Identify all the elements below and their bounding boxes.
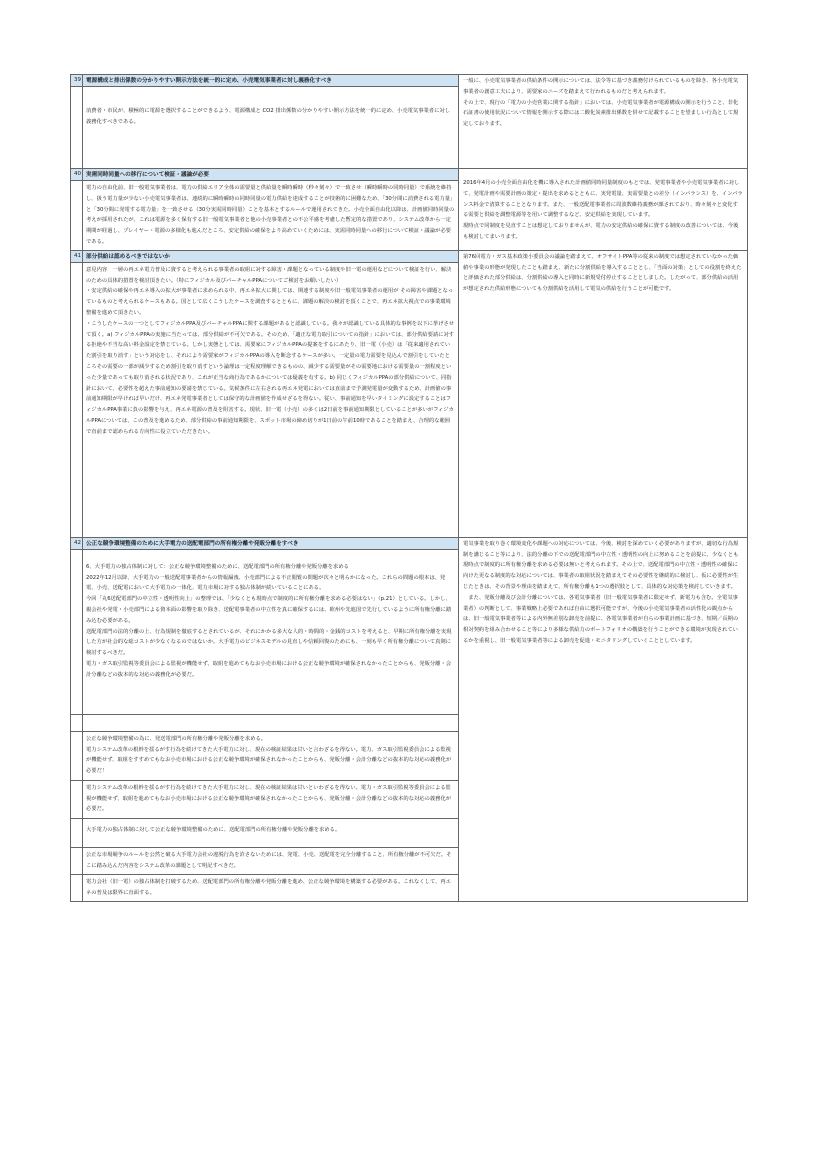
item-42-header [71,537,748,549]
response-text: 2016年4月の小売全面自由化を機に導入された計画値同時同量制度のもとでは、発電事業者や小売電気事業者に対して、発電計画や需要計画の策定・提出を求めるとともに、実発電量、実需要量との差分（インバランス）を、インバランス料金で清算することとなります。また、一般送配電事業者に周波数維持義務が課されており、時々刻々と変化する需要と供給を調整電源等を用いて調整するなど、安定供給を実現しています。 現時点で同制度を見直すことは想定しておりませんが、電力の安定供給の確保に資する制度の改善については、今後も検討してまいります。 [459,169,748,251]
opinion-text: 消費者・市民が、積極的に電源を選択することができるよう、電源構成と CO2 排出係数の分かりやすい開示方法を統一的に定め、小売電気事業者に対し義務化すべきである。 [83,87,459,169]
opinion-text: 意見内容 一層の再エネ電力普及に資すると考えられる事業者の取組に対する障害・課題となっている制度や旧一電の運用などについて検証を行い、解決のための具体的措置を検討頂きたい。（特にフィジカル及びバーチャルPPAについてご検討をお願いしたい） ・安定供給の確保や再エネ導入の拡大が事業者に求められる中、再エネ拡大に関しては、関連する制度や旧一般電気事業者の運用が その障害や課題となっているものと考えられるケースもある。国として広くこうしたケースを調査するとともに、課題の解決の検討を頂くことで、再エネ拡大視点での事業環境整備を進めて頂きたい。 ・こうしたケースの一つとしてフィジカルPPA及びバーチャルPPAに関する課題があると認識している。我々が認識している具体的な事例を以下に挙げさせて頂く。a) フィジカルPPAの実施に当たっては、部分供給が不可欠である。そのため、「適正な電力取引についての指針」においては、部分供給要請に対する拒絶や不当な高い料金設定を禁じている。しかし実態としては、需要家にフィジカルPPAの提案をするにあたり、旧一電（小売）は「従来適用されていた割引を取り消す」という対応をし、それにより需要家がフィジカルPPAの導入を断念するケースが多い。一定量の電力需要を見込んで割引をしていたところその需要の一部が減少するため割引を取り消すという論理は一定程度理解できるものの、減少する需要量がその需要地における需要量の一割程度といった少量であっても取り消される状況であり、これが正当な商行為であるかについては疑義を有する。b) 同じくフィジカルPPAの部分供給について、同指針において、必要性を超えた事前通知の要請を禁じている。気候条件に左右される再エネ発電においては直前まで予測発電量が変動するため、計画値の事前通知期限が早ければ早いだけ、再エネ発電事業者としては保守的な計画値を作成せざるを得ない。従い、事前通知を早いタイミングに設定することはフィジカルPPA事業に負の影響を与え、再エネ電源の普及を阻害する。現状、旧一電（小売）の多くは2日前を事前通知期限としていることが多いがフィジカルPPAについては、この普及を進めるため、部分供給の事前通知期限を、スポット市場の締め切りが1日前の午前10時であることを踏まえ、合理的な範囲で直前まで認められる方向性に役立ていただきたい。 [83,262,459,537]
item-title: 公正な競争環境整備のために大手電力の送配電部門の所有権分離や発販分離をすべき [83,537,459,549]
item-number: 39 [71,75,83,87]
item-40-header [71,169,748,181]
item-title: 部分供給は認めるべきではないか [83,250,459,262]
response-text: 一般に、小売電気事業者の供給条件の開示については、法令等に基づき義務付けられているものを除き、各小売電気事業者の創意工夫により、需要家のニーズを踏まえて行われるものだと考えられます。 その上で、現行の「電力の小売営業に関する指針」においては、小売電気事業者が電源構成の開示を行うこと、非化石証書の使用状況について情報を開示する際には二酸化炭素排出係数を併せて記載することを望ましい行為として規定しております。 [459,75,748,169]
item-title: 実需同時同量への移行について検証・議論が必要 [83,169,459,181]
public-comment-table [70,74,748,902]
item-number: 40 [71,169,83,181]
item-39-header [71,75,748,87]
opinion-text: 電力の自由化前、旧一般電気事業者は、電力の供給エリア全体の需要量と供給量を瞬時瞬時（秒々刻々）で一致させ（瞬時瞬時の同時同量）で系統を維持し、扱う電力量が少ない小売電気事業者は、連続的に瞬時瞬時の同時同量の電力供給を達成することが技術的に困難なため、「30分間に消費される電力量」と「30分間に発電する電力量」を一致させる（30分実需同時同量）ことを基本とするルールで運用されてきた。小売全面自由化以降は、計画値同時同量の考えが採用されたが、これは電源を多く保有する旧一般電気事業者と他の小売事業者との不公平感を考慮した暫定的な措置であり、システム改革から一定期間が経過し、プレイヤー・電源の多様化も進んだところ、安定供給の確保をより高めていくためには、実需同時同量への移行について検証・議論が必要である。 [83,181,459,251]
opinion-text: 電力会社（旧一電）の独占体制を打破するため、送配電部門の所有権分離や発販分離を進め、公正な競争環境を構築する必要がある。これなくして、再エネの普及は限界に直面する。 [83,874,459,901]
item-number: 42 [71,537,83,549]
opinion-table-sheet [70,74,747,902]
item-41-header [71,250,748,262]
opinion-text: 電力システム改革の根幹を揺るがす行為を続けてきた大手電力に対し、現在の検証結果は甘いといわざるを得ない。電力・ガス取引監視等委員会による監視が機能せず、取組を進めてもなお小売市場における公正な競争環境が確保されなかったことからも、発販分離・会計分離などの抜本的な対応の義務化が必要だ。 [83,780,459,818]
opinion-text: 公正な市場競争のルールを公然と破る大手電力会社の違脱行為を許さないためには、発電、小売、送配電を完全分離すること、所有権分離が不可欠だ。そこに踏み込んだ内容をシステム改革の課題として明記すべきだ。 [83,847,459,874]
opinion-text: 公正な競争環境整備の為に、発送電部門の所有権分離や発販分離を求める。 電力システム改革の根幹を揺るがす行為を続けてきた大手電力に対し、現在の検証結果は甘いと言わざるを得ない。電力、ガス取引監視委員会による監視が機能せず、取組をすすめてもなお小売市場における公正な競争環境が確保されなかったことからも、発販分離・会計分離などの抜本的な対応の義務化が必要だ！ [83,731,459,780]
opinion-text: 大手電力の独占体制に対して公正な競争環境整備のために、送配電部門の所有権分離や発販分離を求める。 [83,818,459,847]
opinion-text: 6、大手電力の独占体制に対して：公正な競争環境整備のために、送配電部門の所有権分離や発販分離を求める 2022年12月以降、大手電力の一般送配電事業者からの情報漏洩、小売部門による不正閲覧の問題が次々と明らかになった。これらの問題の根本は、発電、小売、送配電において大手電力の一体化、電力市場に対する独占体制が続いていることにある。 今回「丸6送配電部門の中立性・透明性向上」の整理では、「少なくとも現時点で制度的に所有権分離を求める必要はない」（p.21）としている。しかし、親会社や発電・小売部門による資本面の影響を取り除き、送配電事業者の中立性を真に確保するには、欧州や先進国で先行しているように所有権分離に踏み込む必要がある。 送配電部門の法的分離の上、行為規制を徹底するとされているが、それにかかる多大な人的・時間的・金銭的コストを考えると、早期に所有権分離を実現した方が社会的な総コストが少なくなるのではないか。大手電力のビジネスモデルの見直しや信頼回復のためにも、一刻も早く所有権分離について真剣に検討するべきだ。 電力・ガス取引監視等委員会による監視が機能せず、取組を進めてもなお小売市場における公正な競争環境が確保されなかったことからも、発販分離・会計分離などの抜本的な対応の義務化が必要だ。 [83,549,459,714]
response-text: 第76回電力・ガス基本政策小委員会の議論を踏まえて、オフサイトPPA等の従来の制度では想定されていなかった価値や事業の形態が発現したことも踏まえ、新たに分割供給を導入することとし、「当面の対策」としての役割を終えたと評価された部分供給は、分割供給の導入と同時に新規受付停止することとしました。したがって、部分供給の活用が想定された供給形態についても分割供給を活用して電気の供給を行うことが可能です。 [459,250,748,537]
item-number: 41 [71,250,83,262]
response-text: 電気事業を取り巻く環境変化や課題への対応については、今後、検討を深めていく必要がありますが、適切な行為規制を講じること等により、法的分離の下での送配電部門の中立性・透明性の向上に努めることを前提に、少なくとも現時点で制度的に所有権分離を求める必要は無いと考えられます。その上で、送配電部門の中立性・透明性の確保に向けた更なる制度的な対応については、事業者の取組状況を踏まえてその必要性を継続的に検討し、仮に必要性が生じたときは、その背景や理由を踏まえて、所有権分離も1つの選択肢として、具体的な対応策を検討していきます。 また、発販分離及び会計分離については、各電気事業者（旧一般電気事業者に限定せず、新電力も含む。全電気事業者）の判断として、事業戦略上必要であれば自由に選択可能ですが、今後の小売電気事業者の活性化の観点からは、旧一般電気事業者等による内外無差別な卸売を前提に、各電気事業者が自らの事業計画に基づき、短期／長期の相対契約を組み合わせること等により多様な供給力のポートフォリオの構築を行うことができる環境が実現されているかを重視し、旧一般電気事業者等による卸売を促進・モニタリングしていくこととしています。 [459,537,748,901]
item-title: 電源構成と排出係数の分かりやすい開示方法を統一的に定め、小売電気事業者に対し義務化すべき [83,75,459,87]
